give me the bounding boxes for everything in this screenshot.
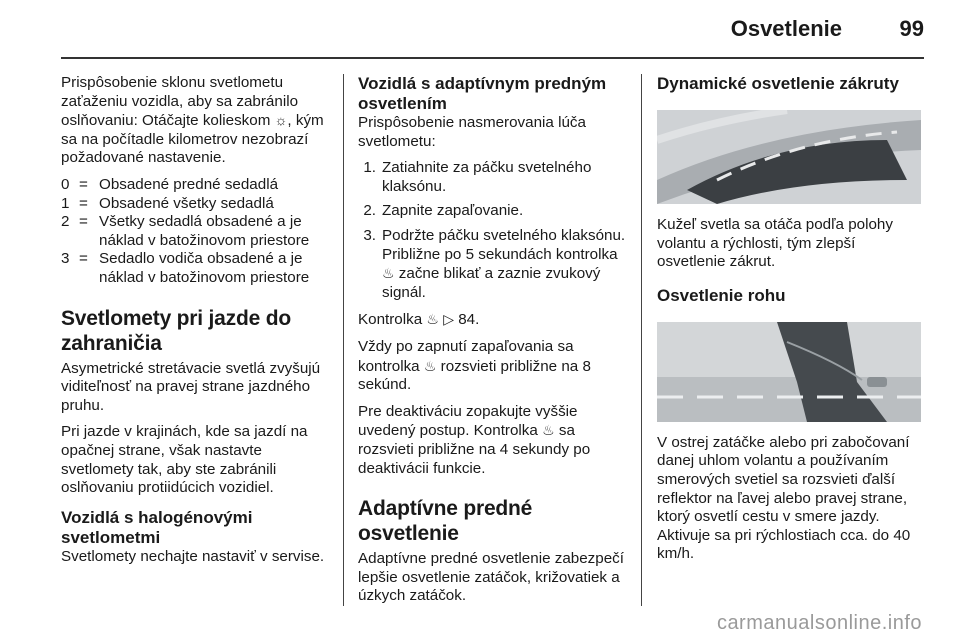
headlamp-range-wheel-icon: ☼ (274, 112, 288, 129)
adaptive-intro: Prispôsobenie nasmerovania lúča svetlometu: (358, 114, 586, 150)
setting-0: Obsadené predné sedadlá (99, 175, 279, 193)
dynamic-bend-light-illustration (657, 110, 921, 204)
heading-corner: Osvetlenie rohu (657, 285, 786, 305)
leveling-intro: Prispôsobenie sklonu svetlometu zaťaženiu vozidla, aby sa zabránilo oslňovaniu: Otáčajte kolieskom ☼, kým sa na počítadle kilometrov nezobrazí požadované nastavenie. (61, 74, 324, 167)
page-header (0, 0, 960, 56)
setting-3: Sedadlo vodiča obsadené a je náklad v batožinovom priestore (99, 250, 310, 286)
indicator-reference: Kontrolka ♨ ▷ 84. (358, 311, 480, 329)
column-divider-2 (641, 74, 642, 606)
afl-warning-icon: ♨ (382, 265, 395, 282)
setting-2: Všetky sedadlá obsadené a je náklad v batožinovom priestore (99, 213, 310, 249)
afl-warning-icon: ♨ (542, 422, 555, 439)
page-number: 99 (899, 16, 924, 41)
abroad-paragraph-1: Asymetrické stretávacie svetlá zvyšujú viditeľnosť na pravej strane jazdného pruhu. (61, 359, 321, 414)
deactivation-paragraph: Pre deaktiváciu zopakujte vyššie uvedený postup. Kontrolka ♨ sa rozsvieti približne na 4 sekundy po deaktivácii funkcie. (358, 402, 591, 477)
cornering-light-illustration (657, 322, 921, 422)
column-2 (358, 74, 630, 614)
steps-list (358, 159, 630, 302)
corner-paragraph: V ostrej zatáčke alebo pri zabočovaní danej uhlom volantu a používaním smerových svetiel sa rozsvieti ďalší reflektor na ľavej alebo pravej strane, ktorý osvetlí cestu v smere jazdy. Aktivuje sa pri rýchlostiach cca. do 40 km/h. (657, 433, 911, 563)
header-rule (61, 57, 924, 59)
column-3 (657, 74, 922, 572)
heading-afl: Adaptívne predné osvetlenie (358, 497, 533, 546)
afl-warning-icon: ♨ (426, 311, 439, 328)
step-1: 1. Zatiahnite za páčku svetelného klaksónu. (363, 159, 592, 195)
page-title: Osvetlenie (730, 16, 842, 41)
heading-adaptive-vehicles: Vozidlá s adaptívnym predným osvetlením (358, 74, 607, 113)
heading-abroad: Svetlomety pri jazde do zahraničia (61, 306, 291, 355)
setting-1: Obsadené všetky sedadlá (99, 194, 274, 212)
halogen-paragraph: Svetlomety nechajte nastaviť v servise. (61, 547, 325, 565)
dynamic-paragraph: Kužeľ svetla sa otáča podľa polohy volantu a rýchlosti, tým zlepší osvetlenie zákrut. (657, 216, 893, 271)
step-3: 3. Podržte páčku svetelného klaksónu. Približne po 5 sekundách kontrolka ♨ začne blikať a zaznie zvukový signál. (363, 226, 626, 301)
heading-dynamic: Dynamické osvetlenie zákruty (657, 74, 899, 93)
ignition-paragraph: Vždy po zapnutí zapaľovania sa kontrolka ♨ rozsvieti približne na 8 sekúnd. (358, 337, 591, 394)
afl-warning-icon: ♨ (423, 357, 437, 374)
watermark: carmanualsonline.info (716, 612, 922, 634)
settings-list: 0 = Obsadené predné sedadlá 1 = Obsadené všetky sedadlá 2 = Všetky sedadlá obsadené a je náklad v batožinovom priestore 3 = Sedadlo vodiča obsadené a je náklad v batožinovom priestore (61, 176, 329, 288)
column-1 (61, 74, 329, 574)
page-reference-triangle-icon: ▷ (443, 311, 454, 328)
abroad-paragraph-2: Pri jazde v krajinách, kde sa jazdí na opačnej strane, však nastavte svetlomety tak, aby ste zabránili oslňovaniu protiidúcich vozidiel. (61, 423, 308, 497)
column-divider-1 (343, 74, 344, 606)
afl-paragraph: Adaptívne predné osvetlenie zabezpečí lepšie osvetlenie zatáčok, križovatiek a úzkych zatáčok. (358, 550, 624, 605)
heading-halogen: Vozidlá s halogénovými svetlometmi (61, 507, 253, 547)
step-2: 2. Zapnite zapaľovanie. (363, 202, 524, 220)
